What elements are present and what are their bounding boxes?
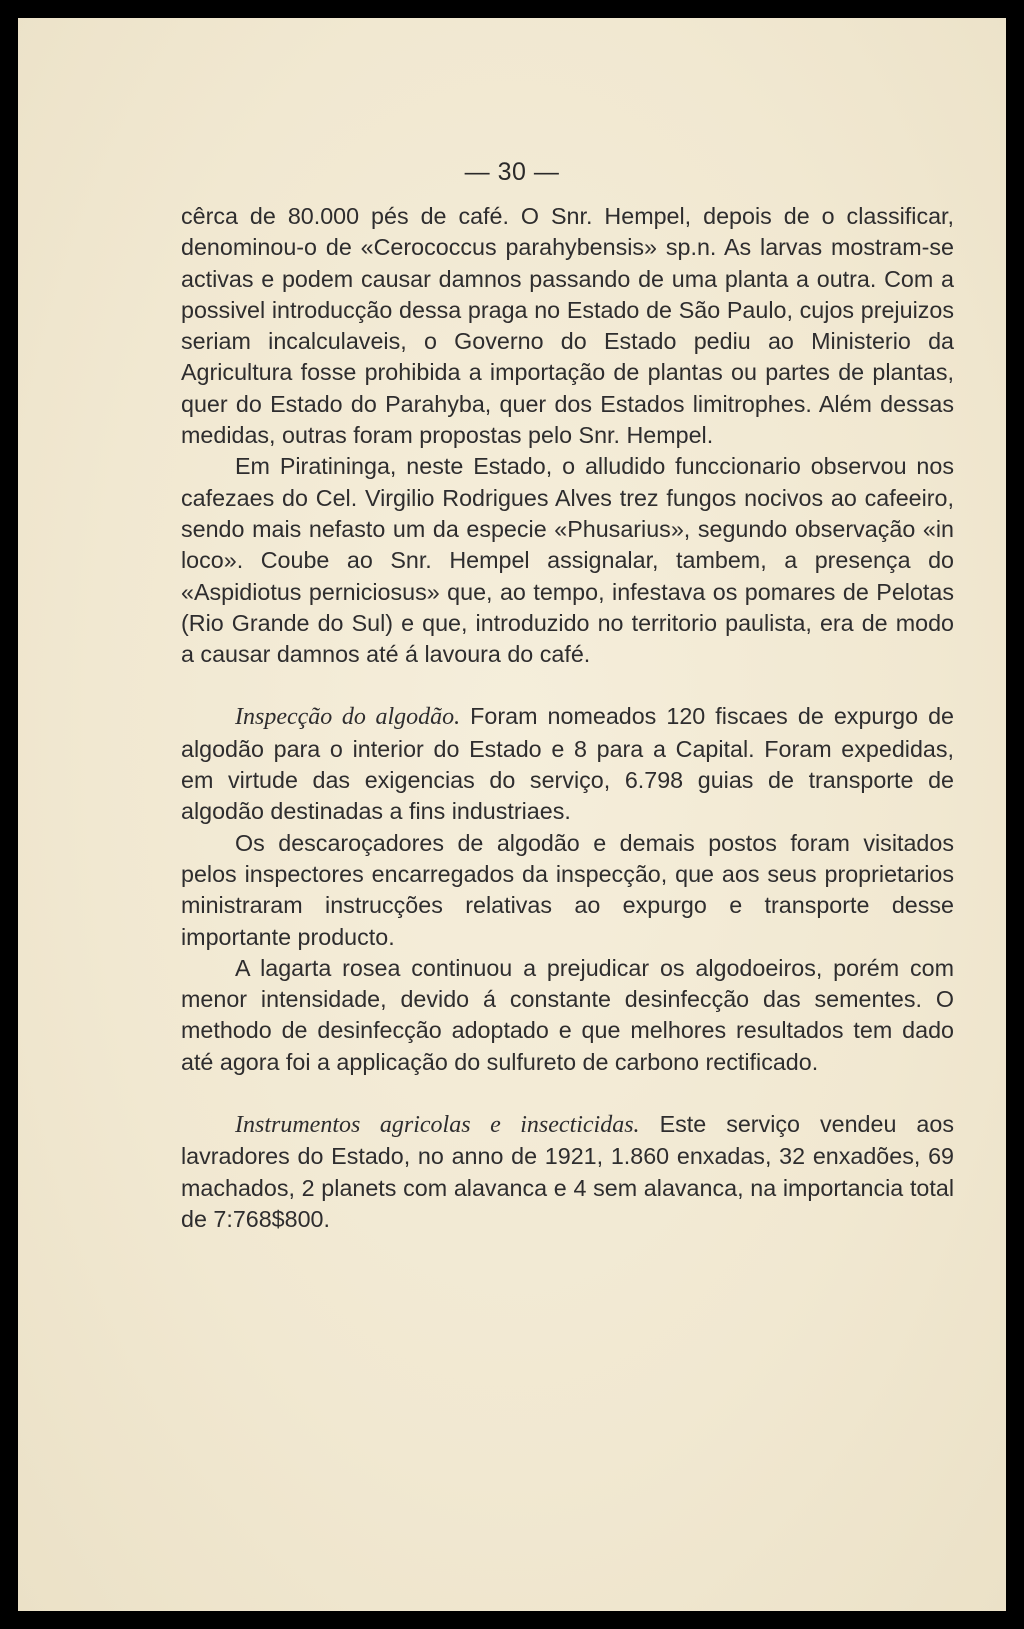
document-page xyxy=(18,18,1006,1611)
paragraph-1: cêrca de 80.000 pés de café. O Snr. Hempel, depois de o classificar, denominou-o de «Cerococcus parahybensis» sp.n. As larvas mostram-se activas e podem causar damnos passando de uma planta a outra. Com a possivel introducção dessa praga no Estado de São Paulo, cujos prejuizos seriam incalculaveis, o Governo do Estado pediu ao Ministerio da Agricultura fosse prohibida a importação de plantas ou partes de plantas, quer do Estado do Parahyba, quer dos Estados limitrophes. Além dessas medidas, outras foram propostas pelo Snr. Hempel. xyxy=(181,203,954,449)
section-heading-instruments: Instrumentos agricolas e insecticidas. xyxy=(235,1112,640,1139)
paragraph-2: Em Piratininga, neste Estado, o alludido funccionario observou nos cafezaes do Cel. Virgilio Rodrigues Alves trez fungos nocivos ao cafeeiro, sendo mais nefasto um da especie «Phusarius», segundo observação «in loco». Coube ao Snr. Hempel assignalar, tambem, a presença do «Aspidiotus perniciosus» que, ao tempo, infestava os pomares de Pelotas (Rio Grande do Sul) e que, introduzido no territorio paulista, era de modo a causar damnos até á lavoura do café. xyxy=(181,453,954,668)
paragraph-5: A lagarta rosea continuou a prejudicar os algodoeiros, porém com menor intensidade, devido á constante desinfecção das sementes. O methodo de desinfecção adoptado e que melhores resultados tem dado até agora foi a applicação do sulfureto de carbono rectificado. xyxy=(181,954,954,1075)
paragraph-instruments xyxy=(181,1109,954,1235)
page-number: — 30 — xyxy=(464,158,560,186)
paragraph-4: Os descaroçadores de algodão e demais postos foram visitados pelos inspectores encarregados da inspecção, que aos seus proprietarios ministraram instrucções relativas ao expurgo e transporte desse importante producto. xyxy=(181,829,954,950)
section-heading-cotton: Inspecção do algodão. xyxy=(235,704,461,731)
body-text xyxy=(181,201,954,1235)
paragraph-3-text: Foram nomeados 120 fiscaes de expurgo de algodão para o interior do Estado e 8 para a Capital. Foram expedidas, em virtude das exigencias do serviço, 6.798 guias de transporte de algodão destinadas a fins industriaes. xyxy=(181,703,954,825)
paragraph-cotton-inspection xyxy=(181,701,954,827)
paragraph-6-text: Este serviço vendeu aos lavradores do Estado, no anno de 1921, 1.860 enxadas, 32 enxadões, 69 machados, 2 planets com alavanca e 4 sem alavanca, na importancia total de 7:768$800. xyxy=(181,1111,954,1232)
